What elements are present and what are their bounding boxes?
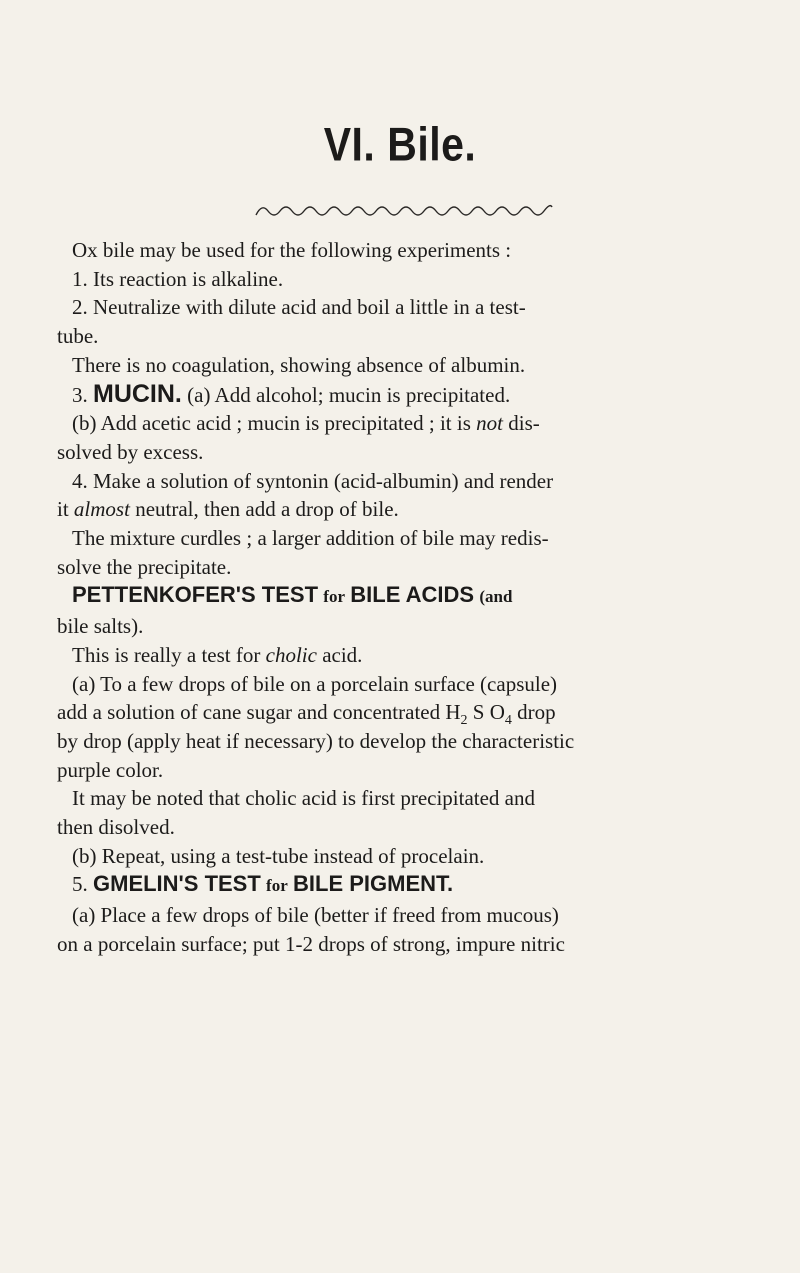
- text-line: [57, 870, 747, 901]
- wavy-divider: [254, 203, 554, 219]
- item-number: 3.: [72, 382, 88, 407]
- text-span: for: [266, 876, 288, 896]
- text-line: [57, 581, 747, 612]
- section-heading-bile-pigment: BILE PIGMENT.: [293, 871, 454, 897]
- text-line: Ox bile may be used for the following experiments :: [72, 238, 512, 262]
- text-span: it: [57, 497, 74, 522]
- text-span: (and: [479, 587, 513, 607]
- subscript: 2: [460, 713, 468, 729]
- text-line: 1. Its reaction is alkaline.: [72, 266, 284, 291]
- text-line: The mixture curdles ; a larger addition of bile may redis-: [72, 526, 549, 551]
- section-heading-bile-acids: BILE ACIDS: [350, 582, 475, 608]
- text-span: drop: [511, 700, 556, 725]
- text-span: add a solution of cane sugar and concentrated H: [57, 700, 461, 725]
- emphasis: almost: [73, 497, 130, 522]
- text-span: neutral, then add a drop of bile.: [129, 497, 399, 522]
- section-heading-gmelin: GMELIN'S TEST: [93, 871, 261, 897]
- text-line: by drop (apply heat if necessary) to develop the characteristic: [57, 728, 575, 753]
- text-line: solved by excess.: [57, 439, 204, 464]
- text-span: S O: [467, 700, 505, 725]
- text-line: tube.: [57, 324, 99, 349]
- text-line: [57, 380, 747, 410]
- text-line: (b) Repeat, using a test-tube instead of procelain.: [72, 843, 485, 868]
- text-line: [57, 698, 747, 727]
- text-span: This is really a test for: [72, 642, 266, 667]
- text-line: [57, 409, 747, 438]
- section-heading-pettenkofer: PETTENKOFER'S TEST: [72, 582, 319, 608]
- text-line: [57, 495, 747, 524]
- emphasis: not: [476, 411, 503, 436]
- item-number: 5.: [72, 872, 88, 897]
- text-line: solve the precipitate.: [57, 554, 232, 579]
- text-span: dis-: [502, 411, 540, 436]
- text-line: then disolved.: [57, 815, 175, 840]
- text-span: (b) Add acetic acid ; mucin is precipitated ; it is: [72, 411, 477, 436]
- body-text: [57, 236, 747, 959]
- text-line: There is no coagulation, showing absence of albumin.: [72, 352, 526, 377]
- section-heading-mucin: MUCIN.: [93, 379, 182, 408]
- emphasis: cholic: [265, 642, 317, 667]
- text-line: 2. Neutralize with dilute acid and boil a little in a test-: [72, 295, 526, 320]
- text-line: on a porcelain surface; put 1-2 drops of strong, impure nitric: [57, 931, 565, 956]
- subscript: 4: [504, 713, 512, 729]
- text-line: purple color.: [57, 757, 164, 782]
- text-line: bile salts).: [57, 614, 144, 639]
- text-line: It may be noted that cholic acid is first precipitated and: [72, 786, 536, 811]
- text-line: [57, 641, 747, 670]
- text-line: (a) Place a few drops of bile (better if freed from mucous): [72, 903, 559, 928]
- page-title: VI. Bile.: [323, 118, 477, 171]
- text-span: (a) Add alcohol; mucin is precipitated.: [187, 382, 511, 407]
- text-line: (a) To a few drops of bile on a porcelain surface (capsule): [72, 671, 558, 696]
- text-span: acid.: [316, 642, 363, 667]
- text-line: 4. Make a solution of syntonin (acid-albumin) and render: [72, 468, 554, 493]
- text-span: for: [323, 587, 345, 607]
